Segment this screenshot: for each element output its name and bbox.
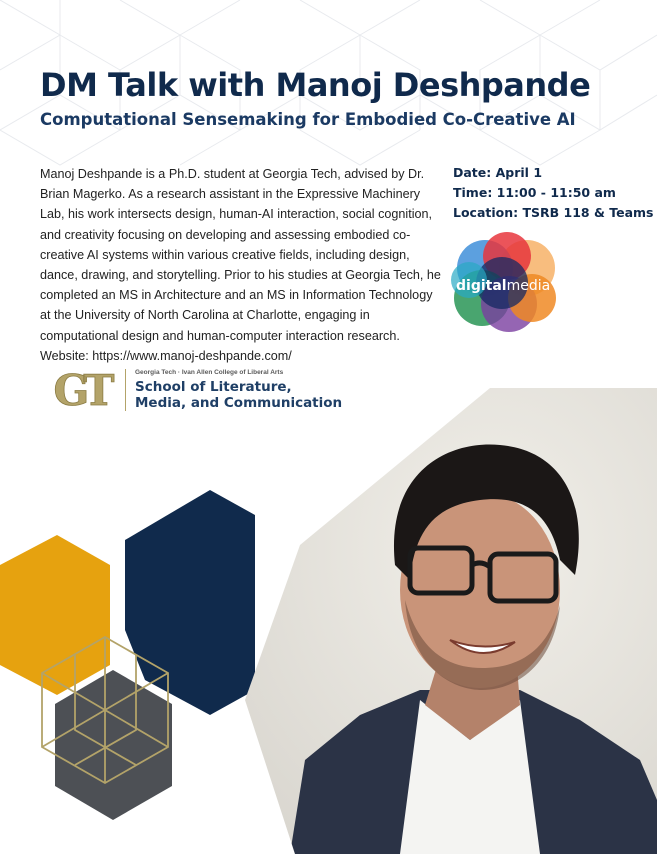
talk-subtitle: Computational Sensemaking for Embodied Co-Creative AI — [40, 110, 576, 129]
dm-wordmark-bold: digital — [456, 278, 507, 294]
event-time: Time: 11:00 - 11:50 am — [453, 185, 616, 200]
gray-hexagon — [55, 670, 172, 820]
digital-media-wordmark — [456, 278, 550, 294]
gt-school-line-1: School of Literature, — [135, 379, 292, 395]
gold-hexagon — [0, 535, 110, 695]
event-date: Date: April 1 — [453, 165, 543, 180]
speaker-photo — [240, 385, 657, 854]
navy-hexagon — [125, 490, 255, 715]
gt-college-name: Georgia Tech · Ivan Allen College of Liberal Arts — [135, 369, 284, 376]
dm-wordmark-light: media — [506, 278, 551, 294]
talk-title: DM Talk with Manoj Deshpande — [40, 66, 591, 104]
speaker-bio: Manoj Deshpande is a Ph.D. student at Georgia Tech, advised by Dr. Brian Magerko. As a research assistant in the Expressive Machinery Lab, his work intersects design, human-AI interaction, social cognition, and creativity focusing on developing and assessing embodied co-creative AI systems within various creative fields, including design, dance, drawing, and storytelling. Prior to his studies at Georgia Tech, he completed an MS in Architecture and an MS in Information Technology at the University of North Carolina at Charlotte, engaging in computational design and human-computer interaction research. Website: https://www.manoj-deshpande.com/ — [40, 167, 441, 363]
event-details — [453, 163, 653, 223]
gt-school-line-2: Media, and Communication — [135, 395, 343, 411]
gt-monogram: GT — [53, 367, 109, 412]
event-location: Location: TSRB 118 & Teams — [453, 205, 654, 220]
hexagon-artwork — [0, 380, 657, 854]
